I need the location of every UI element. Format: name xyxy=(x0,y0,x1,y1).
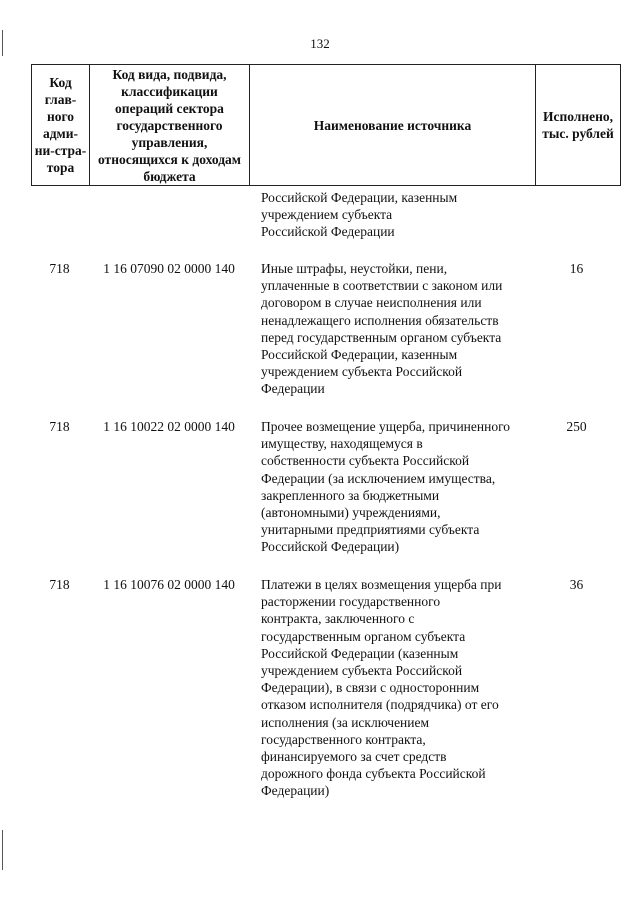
table-header xyxy=(31,64,621,186)
header-source-name: Наименование источника xyxy=(250,65,536,186)
header-classification-code: Код вида, подвида, классификации операций сектора государственного управления, относящихся к доходам бюджета xyxy=(90,65,250,186)
row-amount: 36 xyxy=(569,577,584,592)
row-source-name: Прочее возмещение ущерба, причиненного имуществу, находящемуся в собственности субъекта Российской Федерации (за исключением имущества, закрепленного за бюджетными (автономными) учреждениями, унитарными предприятиями субъекта Российской Федерации) xyxy=(261,419,511,555)
row-classification-code: 1 16 10076 02 0000 140 xyxy=(103,577,235,592)
scan-edge-mark xyxy=(2,30,3,56)
row-admin-code: 718 xyxy=(49,419,70,434)
row-classification-code: 1 16 10022 02 0000 140 xyxy=(103,419,235,434)
row-amount: 250 xyxy=(566,419,587,434)
page-number: 132 xyxy=(310,36,330,51)
row-admin-code: 718 xyxy=(49,261,70,276)
continuation-text: Российской Федерации, казенным учреждением субъекта Российской Федерации xyxy=(261,190,458,240)
row-source-name: Платежи в целях возмещения ущерба при расторжении государственного контракта, заключенного с государственным органом субъекта Российской Федерации (казенным учреждением субъекта Российской Федерации), в связи с односторонним отказом исполнителя (подрядчика) от его исполнения (за исключением государственного контракта, финансируемого за счет средств дорожного фонда субъекта Российской Федерации) xyxy=(261,577,502,799)
header-admin-code: Код глав-ного адми-ни-стра-тора xyxy=(32,65,90,186)
header-amount: Исполнено, тыс. рублей xyxy=(536,65,621,186)
row-source-name: Иные штрафы, неустойки, пени, уплаченные в соответствии с законом или договором в случае неисполнения или ненадлежащего исполнения обязательств перед государственным органом субъекта Российской Федерации, казенным учреждением субъекта Российской Федерации xyxy=(261,261,503,397)
row-classification-code: 1 16 07090 02 0000 140 xyxy=(103,261,235,276)
row-amount: 16 xyxy=(569,261,584,276)
row-admin-code: 718 xyxy=(49,577,70,592)
scan-edge-mark xyxy=(2,830,3,870)
